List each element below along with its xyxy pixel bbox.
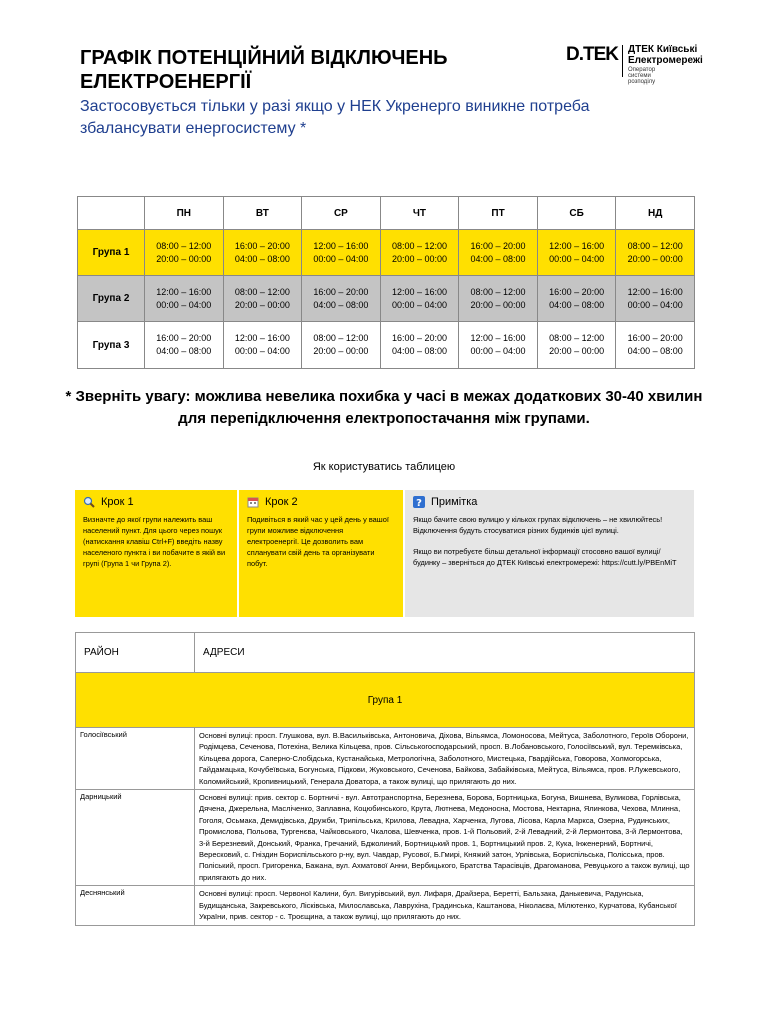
step2-text: Подивіться в який час у цей день у вашої групи можливе відключення електроенергії. Це дозволить вам спланувати свій день та організувати побут. [247, 515, 389, 568]
time-range: 20:00 – 00:00 [391, 253, 447, 264]
time-range: 08:00 – 12:00 [627, 240, 683, 251]
day-header: СБ [537, 197, 616, 230]
address-header-row [76, 633, 695, 673]
time-range: 00:00 – 04:00 [627, 299, 683, 310]
dtek-logo [566, 44, 716, 85]
address-table [75, 632, 695, 926]
logo-mark: D.TEK [566, 44, 618, 65]
schedule-cell [145, 322, 224, 369]
time-range: 20:00 – 00:00 [470, 299, 526, 310]
time-range: 00:00 – 04:00 [549, 253, 605, 264]
schedule-cell [302, 276, 381, 322]
table-row [76, 728, 695, 790]
time-range: 12:00 – 16:00 [234, 333, 290, 343]
district-streets: Основні вулиці: прив. сектор с. Бортничі - вул. Автотранспортна, Березнева, Борова, Бортницька, Богуна, Вишнева, Вуликова, Горлівська, Дячена, Джерельна, Масліченко, Заплавна, Коцюбинського, Крута, Лютнева, Медоносна, Мостова, Нектарна, Ялинкова, Чехова, Млинна, Гоголя, Осьмака, Демидівська, Дружби, Трипільська, Крилова, Левадна, Харченка, Лугова, Лісова, Карла Маркса, Озерна, Рудинських, Промислова, Польова, Тургенєва, Чайковського, Чкалова, Шевченка, пров. 1-й Польовий, 2-й Левадний, 2-й Лермонтова, 3-й Лермонтова, 3-й Березневий, Донський, Франка, Гречаний, Бджолиний, Бортницький пров. 1, Бортницький пров. 2, Кука, Інженерний, Бортничі, Вересковий, с. Гніздин Бориспільського р-ну, вул. Чавдар, Русової, Б.Гмирі, Княжий затон, Урлівська, Бориспільська, Полісська, пров. Поліський, просп. Григоренка, Бажана, вул. Ахматової Анни, Вербицького, Братства Тарасівців, Драгоманова, Ревуцького а також вулиці, що прилягають до них. [195, 790, 695, 886]
schedule-cell [145, 230, 224, 276]
table-row [76, 790, 695, 886]
time-range: 04:00 – 08:00 [391, 346, 447, 356]
time-range: 00:00 – 04:00 [391, 299, 447, 310]
time-range: 04:00 – 08:00 [234, 253, 290, 264]
time-range: 08:00 – 12:00 [470, 286, 526, 297]
note-box [405, 490, 694, 617]
time-range: 20:00 – 00:00 [156, 253, 212, 264]
schedule-corner [78, 197, 145, 230]
time-range: 16:00 – 20:00 [313, 286, 369, 297]
calendar-icon [247, 496, 259, 508]
schedule-cell [145, 276, 224, 322]
time-range: 00:00 – 04:00 [313, 253, 369, 264]
group-label-cell: Група 1 [78, 230, 145, 276]
day-header: ПН [145, 197, 224, 230]
page-subtitle: Застосовується тільки у разі якщо у НЕК Укренерго виникне потреба збалансувати енергосистему * [80, 98, 590, 137]
schedule-cell [380, 276, 459, 322]
schedule-cell [380, 322, 459, 369]
time-range: 12:00 – 16:00 [549, 240, 605, 251]
day-header: ПТ [459, 197, 538, 230]
district-name: Голосіївський [76, 728, 195, 790]
schedule-cell [380, 230, 459, 276]
time-range: 12:00 – 16:00 [627, 286, 683, 297]
schedule-cell [537, 230, 616, 276]
schedule-cell [616, 230, 695, 276]
time-range: 04:00 – 08:00 [313, 299, 369, 310]
schedule-row [78, 322, 695, 369]
step2-title: Крок 2 [265, 496, 298, 508]
day-header: СР [302, 197, 381, 230]
step1-box [75, 490, 237, 617]
schedule-cell [459, 322, 538, 369]
magnifier-icon [83, 496, 95, 508]
time-range: 20:00 – 00:00 [313, 346, 369, 356]
question-icon [413, 496, 425, 508]
time-range: 16:00 – 20:00 [470, 240, 526, 251]
step1-text: Визначте до якої групи належить ваш населений пункт. Для цього через пошук (натискання клавіш Ctrl+F) введіть назву населеного пункта і ви побачите в якій ви групі (Група 1 чи Група 2). [83, 515, 226, 568]
time-range: 20:00 – 00:00 [234, 299, 290, 310]
svg-text:?: ? [416, 498, 422, 508]
time-range: 12:00 – 16:00 [313, 240, 369, 251]
time-range: 16:00 – 20:00 [156, 333, 212, 343]
time-range: 04:00 – 08:00 [627, 346, 683, 356]
group-label: Група 1 [76, 673, 695, 728]
addresses-column-header: АДРЕСИ [195, 633, 695, 673]
schedule-cell [537, 322, 616, 369]
day-header: НД [616, 197, 695, 230]
schedule-header-row [78, 197, 695, 230]
schedule-row [78, 276, 695, 322]
group-row [76, 673, 695, 728]
schedule-cell [459, 276, 538, 322]
table-row [76, 886, 695, 925]
note-title: Примітка [431, 496, 478, 508]
time-range: 12:00 – 16:00 [156, 286, 212, 297]
schedule-cell [302, 230, 381, 276]
time-range: 08:00 – 12:00 [234, 286, 290, 297]
logo-name: ДТЕК Київські Електромережі [628, 44, 703, 66]
step1-title: Крок 1 [101, 496, 134, 508]
step1-heading [83, 496, 229, 508]
time-range: 08:00 – 12:00 [156, 240, 212, 251]
time-range: 16:00 – 20:00 [391, 333, 447, 343]
time-range: 16:00 – 20:00 [234, 240, 290, 251]
schedule-cell [302, 322, 381, 369]
time-range: 20:00 – 00:00 [627, 253, 683, 264]
timing-note: * Зверніть увагу: можлива невелика похибка у часі в межах додаткових 30-40 хвилин для перепідключення електропостачання між групами. [65, 388, 703, 427]
schedule-cell [223, 230, 302, 276]
day-header: ЧТ [380, 197, 459, 230]
note-heading [413, 496, 686, 508]
step2-box [239, 490, 403, 617]
logo-separator [622, 45, 623, 77]
time-range: 12:00 – 16:00 [470, 333, 526, 343]
note-text-2: Якщо ви потребуєте більш детальної інформації стосовно вашої вулиці/будинку – зверніться до ДТЕК Київські електромережі: https://cutt.ly/PBEnMiT [413, 547, 677, 567]
time-range: 00:00 – 04:00 [156, 299, 212, 310]
schedule-cell [223, 322, 302, 369]
schedule-cell [459, 230, 538, 276]
time-range: 04:00 – 08:00 [549, 299, 605, 310]
district-streets: Основні вулиці: просп. Глушкова, вул. В.Васильківська, Антоновича, Діхова, Вільямса, Ломоносова, Мейтуса, Заболотного, Героїв Оборони, Родімцева, Сеченова, Потехіна, Велика Кільцева, пров. Сільськогосподарський, просп. В.Лобановського, Голосіївський, вул. Теремківська, Кільцева дорога, Саперно-Слобідська, Кустанайська, Метрологічна, Заболотного, Мистецька, Гвардійська, Говорова, Холмогорська, Гайдамацька, Кочубеївська, Богунська, Підкови, Жуковського, Сеченова, Байкова, Забайківська, Мейтуса, Вільямса, пров. Р.Лужевського, Коломийський, Кропивницький, Генерала Доватора, а також вулиці, що прилягають до них. [195, 728, 695, 790]
group-label-cell: Група 3 [78, 322, 145, 369]
note-text-1: Якщо бачите свою вулицю у кількох групах відключень – не хвилюйтесь! Відключення будуть стосуватися різних будинків цієї вулиці. [413, 515, 663, 535]
time-range: 08:00 – 12:00 [549, 333, 605, 343]
district-column-header: РАЙОН [76, 633, 195, 673]
district-name: Деснянський [76, 886, 195, 925]
schedule-cell [616, 322, 695, 369]
day-header: ВТ [223, 197, 302, 230]
district-streets: Основні вулиці: просп. Червоної Калини, бул. Вигурівський, вул. Лифаря, Драйзера, Беретті, Бальзака, Данькевича, Радунська, Будищанська, Закревського, Лісківська, Милославська, Лаврухіна, Градинська, Каштанова, Ніколаєва, Мілютенко, Курчатова, Кубанської України, прив. сектор - с. Троєщина, а також вулиці, що прилягають до них. [195, 886, 695, 925]
page-title: ГРАФІК ПОТЕНЦІЙНИЙ ВІДКЛЮЧЕНЬ ЕЛЕКТРОЕНЕРГІЇ [80, 47, 448, 93]
time-range: 20:00 – 00:00 [549, 346, 605, 356]
schedule-cell [537, 276, 616, 322]
schedule-table [77, 196, 695, 369]
schedule-cell [223, 276, 302, 322]
time-range: 08:00 – 12:00 [313, 333, 369, 343]
time-range: 16:00 – 20:00 [549, 286, 605, 297]
logo-subtitle: Оператор системи розподілу [628, 67, 656, 85]
group-label-cell: Група 2 [78, 276, 145, 322]
time-range: 04:00 – 08:00 [470, 253, 526, 264]
time-range: 04:00 – 08:00 [156, 346, 212, 356]
time-range: 12:00 – 16:00 [391, 286, 447, 297]
district-name: Дарницький [76, 790, 195, 886]
time-range: 16:00 – 20:00 [627, 333, 683, 343]
time-range: 00:00 – 04:00 [470, 346, 526, 356]
step2-heading [247, 496, 395, 508]
time-range: 00:00 – 04:00 [234, 346, 290, 356]
howto-title: Як користуватись таблицею [312, 461, 456, 473]
time-range: 08:00 – 12:00 [391, 240, 447, 251]
schedule-cell [616, 276, 695, 322]
schedule-row [78, 230, 695, 276]
